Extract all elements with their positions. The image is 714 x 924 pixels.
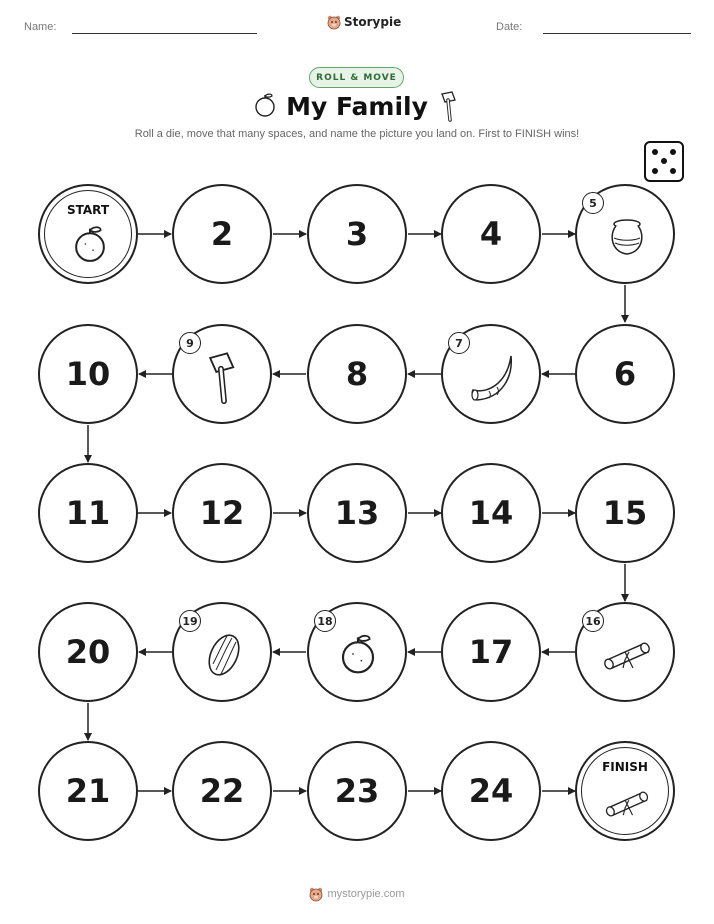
space-2[interactable] — [172, 184, 272, 284]
space-number-badge: 18 — [314, 610, 336, 632]
space-14[interactable] — [441, 463, 541, 563]
footer — [0, 886, 714, 902]
bear-logo-icon — [309, 886, 323, 902]
space-13[interactable] — [307, 463, 407, 563]
space-17[interactable] — [441, 602, 541, 702]
space-number: 6 — [613, 355, 637, 393]
axe-icon — [436, 90, 462, 122]
space-number: 22 — [199, 772, 245, 810]
brand-name: Storypie — [344, 15, 402, 29]
game-type-badge: ROLL & MOVE — [309, 67, 404, 88]
space-6[interactable] — [575, 324, 675, 424]
space-number-badge: 19 — [179, 610, 201, 632]
seed-icon — [202, 630, 246, 680]
start-space[interactable] — [38, 184, 138, 284]
space-number: 24 — [468, 772, 514, 810]
pot-icon — [605, 216, 649, 260]
space-number: 17 — [468, 633, 514, 671]
space-number-badge: 16 — [582, 610, 604, 632]
orange-icon — [253, 92, 277, 118]
space-number: 20 — [65, 633, 111, 671]
space-number: 14 — [468, 494, 514, 532]
space-number: 3 — [345, 215, 369, 253]
date-label: Date: — [496, 21, 523, 33]
axe-icon — [204, 350, 244, 406]
space-19[interactable] — [172, 602, 272, 702]
scroll-icon — [601, 638, 653, 674]
instructions: Roll a die, move that many spaces, and name the picture you land on. First to FINISH wins! — [134, 128, 580, 140]
footer-site[interactable]: mystorypie.com — [327, 888, 405, 900]
space-7[interactable] — [441, 324, 541, 424]
space-24[interactable] — [441, 741, 541, 841]
space-number: 15 — [602, 494, 648, 532]
space-number: 13 — [334, 494, 380, 532]
name-label: Name: — [24, 21, 57, 33]
start-label: START — [66, 203, 110, 217]
space-8[interactable] — [307, 324, 407, 424]
space-12[interactable] — [172, 463, 272, 563]
horn-icon — [467, 350, 521, 404]
space-16[interactable] — [575, 602, 675, 702]
space-4[interactable] — [441, 184, 541, 284]
space-3[interactable] — [307, 184, 407, 284]
space-5[interactable] — [575, 184, 675, 284]
finish-label: FINISH — [602, 760, 648, 774]
space-number: 23 — [334, 772, 380, 810]
space-number-badge: 5 — [582, 192, 604, 214]
space-number: 10 — [65, 355, 111, 393]
scroll-icon — [603, 787, 651, 821]
space-number: 8 — [345, 355, 369, 393]
space-number: 12 — [199, 494, 245, 532]
space-number: 21 — [65, 772, 111, 810]
space-number: 2 — [210, 215, 234, 253]
space-9[interactable] — [172, 324, 272, 424]
space-number-badge: 9 — [179, 332, 201, 354]
orange-icon — [71, 224, 109, 264]
space-23[interactable] — [307, 741, 407, 841]
space-number-badge: 7 — [448, 332, 470, 354]
space-22[interactable] — [172, 741, 272, 841]
space-20[interactable] — [38, 602, 138, 702]
finish-space[interactable] — [575, 741, 675, 841]
space-21[interactable] — [38, 741, 138, 841]
space-number: 11 — [65, 494, 111, 532]
space-number: 4 — [479, 215, 503, 253]
orange-icon — [338, 632, 378, 676]
space-18[interactable] — [307, 602, 407, 702]
page-title: My Family — [286, 92, 428, 121]
space-11[interactable] — [38, 463, 138, 563]
space-15[interactable] — [575, 463, 675, 563]
space-10[interactable] — [38, 324, 138, 424]
